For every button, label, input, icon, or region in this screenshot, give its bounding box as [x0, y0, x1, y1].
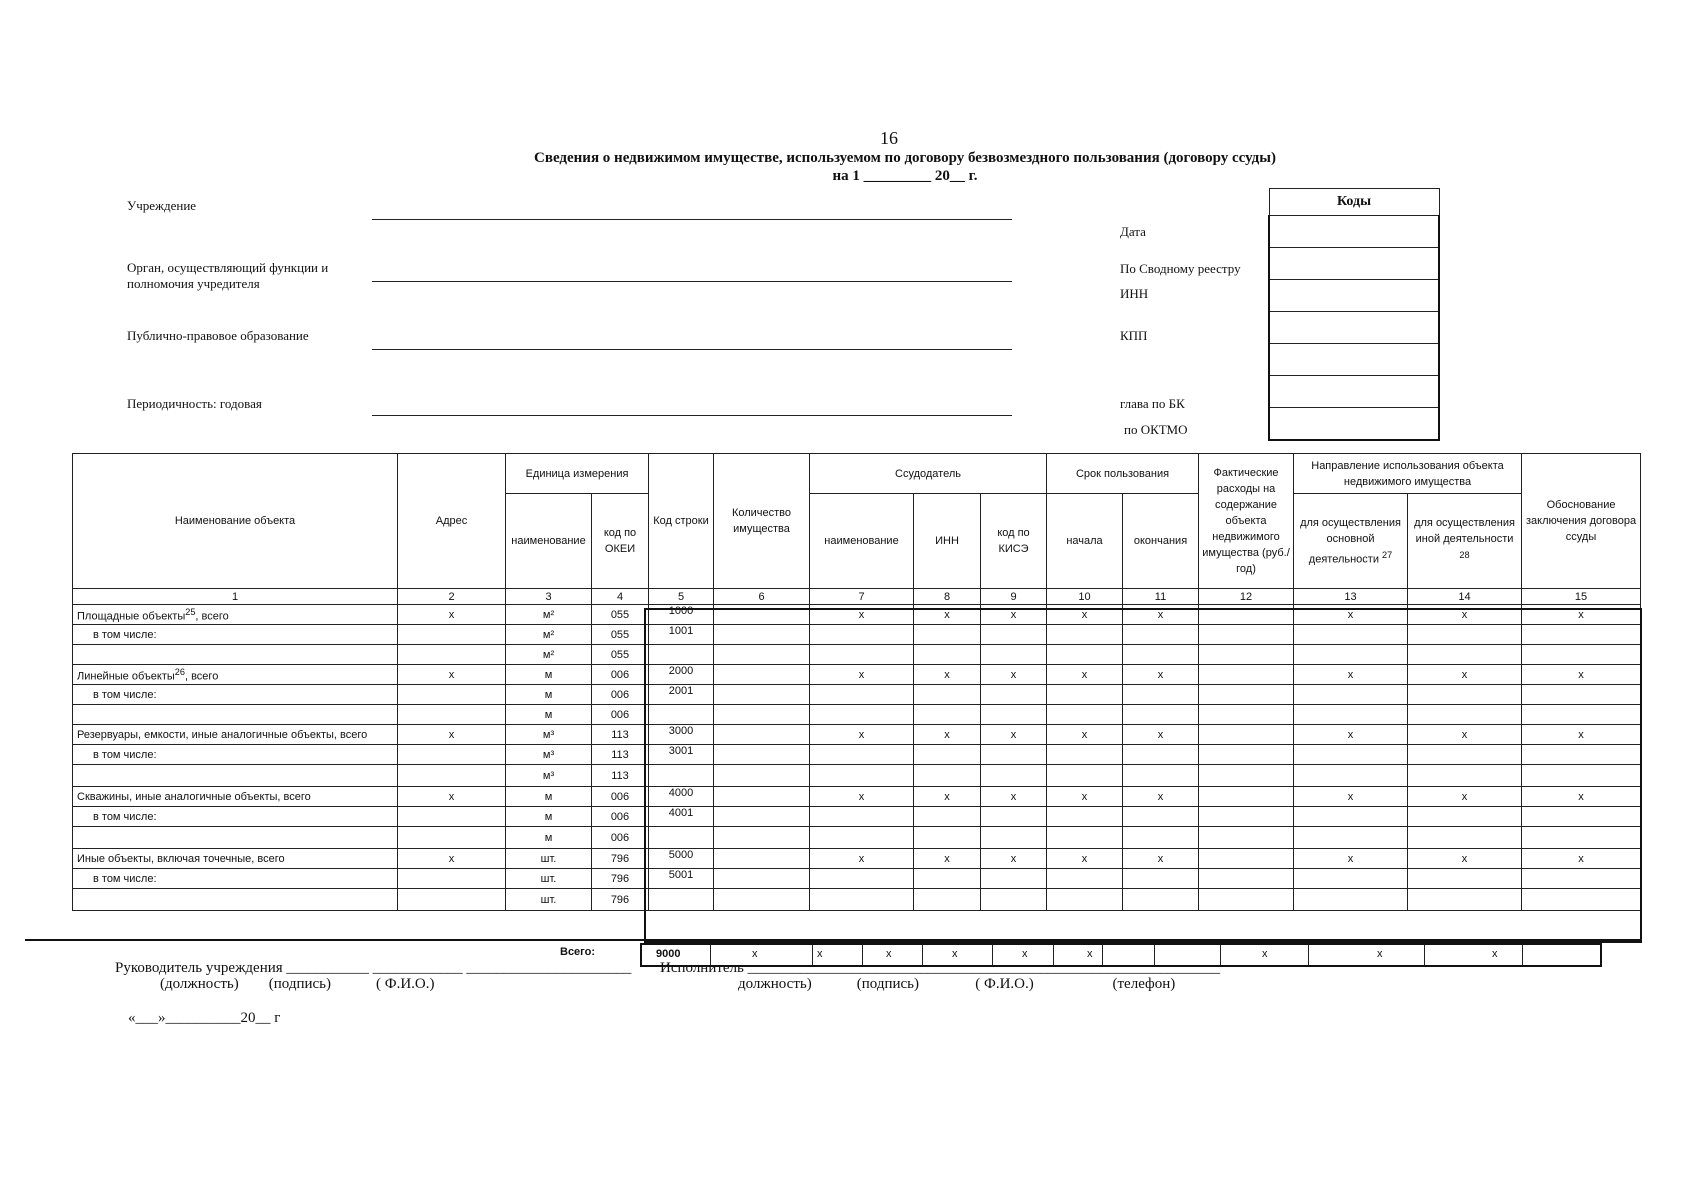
value-cell: x	[1123, 665, 1199, 685]
unit-name-cell: м	[506, 685, 592, 705]
col-term-group: Срок пользования	[1047, 454, 1199, 494]
organ-label-2: полномочия учредителя	[127, 276, 260, 291]
totals-x-mark: x	[1492, 948, 1498, 960]
col-row-code: Код строки	[649, 454, 714, 589]
chapter-bk-label: глава по БК	[1120, 396, 1185, 411]
data-entry-frame	[644, 608, 1642, 943]
value-cell: x	[1522, 787, 1641, 807]
codes-header: Коды	[1269, 189, 1439, 216]
totals-x-mark: x	[1022, 948, 1028, 960]
unit-name-cell: м³	[506, 745, 592, 765]
object-name-cell: в том числе:	[73, 807, 398, 827]
value-cell: x	[981, 665, 1047, 685]
unit-name-cell: м²	[506, 605, 592, 625]
okei-code-cell: 006	[592, 787, 649, 807]
column-number: 4	[592, 589, 649, 605]
value-cell: x	[914, 849, 981, 869]
unit-name-cell: м	[506, 787, 592, 807]
address-cell	[398, 869, 506, 889]
totals-x-mark: x	[1262, 948, 1268, 960]
object-name-cell	[73, 889, 398, 911]
col-address: Адрес	[398, 454, 506, 589]
col-term-start: начала	[1047, 494, 1123, 589]
totals-divider	[1424, 945, 1425, 965]
column-number: 3	[506, 589, 592, 605]
okei-code-cell: 006	[592, 665, 649, 685]
address-cell	[398, 625, 506, 645]
unit-name-cell: шт.	[506, 869, 592, 889]
okei-code-cell: 055	[592, 605, 649, 625]
value-cell: x	[1047, 725, 1123, 745]
table-bottom-rule	[25, 939, 1640, 941]
col-actual-expenses: Фактические расходы на содержание объекта недвижимого имущества (руб./год)	[1199, 454, 1294, 589]
unit-name-cell: шт.	[506, 889, 592, 911]
value-cell: x	[1408, 605, 1522, 625]
value-cell: x	[1294, 665, 1408, 685]
row-code-cell: 3000	[649, 725, 714, 745]
col-lender-name: наименование	[810, 494, 914, 589]
object-name-cell: в том числе:	[73, 625, 398, 645]
periodicity-line	[372, 415, 1012, 416]
value-cell: x	[810, 605, 914, 625]
column-number: 14	[1408, 589, 1522, 605]
col-lender-group: Ссудодатель	[810, 454, 1047, 494]
value-cell: x	[1047, 849, 1123, 869]
value-cell: x	[810, 665, 914, 685]
col-kise-code: код по КИСЭ	[981, 494, 1047, 589]
value-cell: x	[1047, 787, 1123, 807]
code-extra-cell[interactable]	[1269, 344, 1439, 376]
head-signature-line[interactable]: Руководитель учреждения ___________ ____________ ______________________	[115, 960, 632, 976]
okei-code-cell: 006	[592, 685, 649, 705]
row-code-cell: 3001	[649, 745, 714, 765]
total-label: Всего:	[560, 946, 595, 958]
unit-name-cell: м³	[506, 725, 592, 745]
signature-date-line[interactable]: «___»__________20__ г	[128, 1010, 281, 1026]
value-cell: x	[1522, 725, 1641, 745]
col-other-activity: для осуществления иной деятельности $^{28}$	[1408, 494, 1522, 589]
object-name-cell: в том числе:	[73, 685, 398, 705]
col-use-group: Направление использования объекта недвижимого имущества	[1294, 454, 1522, 494]
value-cell: x	[1047, 665, 1123, 685]
col-quantity: Количество имущества	[714, 454, 810, 589]
totals-x-mark: x	[1087, 948, 1093, 960]
okei-code-cell: 796	[592, 849, 649, 869]
code-oktmo-cell[interactable]	[1269, 408, 1439, 441]
totals-divider	[1308, 945, 1309, 965]
value-cell: x	[1408, 665, 1522, 685]
row-code-cell: 2000	[649, 665, 714, 685]
col-unit-group: Единица измерения	[506, 454, 649, 494]
column-number: 9	[981, 589, 1047, 605]
totals-x-mark: x	[886, 948, 892, 960]
code-kpp-cell[interactable]	[1269, 312, 1439, 344]
value-cell: x	[1408, 849, 1522, 869]
public-entity-label: Публично-правовое образование	[127, 328, 309, 343]
object-name-cell	[73, 645, 398, 665]
row-code-cell: 4001	[649, 807, 714, 827]
institution-label: Учреждение	[127, 198, 197, 213]
form-date-line: на 1 _________ 20__ г.	[832, 168, 978, 184]
col-lender-inn: ИНН	[914, 494, 981, 589]
column-number: 6	[714, 589, 810, 605]
okei-code-cell: 006	[592, 807, 649, 827]
value-cell: x	[914, 665, 981, 685]
kpp-label: КПП	[1120, 328, 1148, 343]
address-cell: x	[398, 849, 506, 869]
value-cell: x	[981, 849, 1047, 869]
codes-table	[1268, 188, 1440, 441]
column-number: 13	[1294, 589, 1408, 605]
address-cell: x	[398, 787, 506, 807]
address-cell	[398, 889, 506, 911]
object-name-cell: в том числе:	[73, 745, 398, 765]
column-number: 1	[73, 589, 398, 605]
totals-divider	[1522, 945, 1523, 965]
value-cell: x	[810, 725, 914, 745]
oktmo-label: по ОКТМО	[1124, 422, 1188, 437]
unit-name-cell: м³	[506, 765, 592, 787]
okei-code-cell: 006	[592, 705, 649, 725]
value-cell: x	[810, 849, 914, 869]
unit-name-cell: м	[506, 807, 592, 827]
unit-name-cell: м	[506, 827, 592, 849]
value-cell: x	[1294, 787, 1408, 807]
page-number: 16	[880, 128, 898, 148]
row-code-cell: 1001	[649, 625, 714, 645]
value-cell: x	[1294, 849, 1408, 869]
address-cell	[398, 685, 506, 705]
public-entity-line[interactable]	[372, 349, 1012, 350]
column-number: 2	[398, 589, 506, 605]
object-name-cell: Скважины, иные аналогичные объекты, всего	[73, 787, 398, 807]
column-number: 10	[1047, 589, 1123, 605]
registry-label: По Сводному реестру	[1120, 261, 1241, 276]
address-cell: x	[398, 605, 506, 625]
address-cell	[398, 705, 506, 725]
organ-line[interactable]	[372, 281, 1012, 282]
executor-signature-caption: должность) (подпись) ( Ф.И.О.) (телефон)	[738, 976, 1176, 992]
col-object-name: Наименование объекта	[73, 454, 398, 589]
row-code-cell: 1000	[649, 605, 714, 625]
value-cell: x	[1408, 725, 1522, 745]
code-date-cell[interactable]	[1269, 216, 1439, 248]
col-justification: Обоснование заключения договора ссуды	[1522, 454, 1641, 589]
totals-x-mark: x	[952, 948, 958, 960]
object-name-cell	[73, 705, 398, 725]
column-number: 7	[810, 589, 914, 605]
column-number: 5	[649, 589, 714, 605]
okei-code-cell: 055	[592, 645, 649, 665]
value-cell: x	[1123, 787, 1199, 807]
value-cell: x	[914, 725, 981, 745]
value-cell: x	[981, 605, 1047, 625]
unit-name-cell: шт.	[506, 849, 592, 869]
total-code: 9000	[656, 948, 681, 960]
value-cell: x	[1522, 849, 1641, 869]
address-cell	[398, 745, 506, 765]
value-cell: x	[1123, 605, 1199, 625]
executor-signature-line[interactable]: Исполнитель _______________________________________________________________	[660, 960, 1221, 976]
row-code-cell: 2001	[649, 685, 714, 705]
value-cell: x	[914, 787, 981, 807]
column-numbers-row	[73, 589, 1641, 605]
inn-label: ИНН	[1120, 286, 1149, 301]
column-number: 8	[914, 589, 981, 605]
okei-code-cell: 055	[592, 625, 649, 645]
unit-name-cell: м²	[506, 625, 592, 645]
col-main-activity: для осуществления основной деятельности $^{27}$	[1294, 494, 1408, 589]
value-cell: x	[1408, 787, 1522, 807]
object-name-cell: Площадные объекты$^{25}$, всего	[73, 605, 398, 625]
value-cell: x	[1047, 605, 1123, 625]
object-name-cell	[73, 765, 398, 787]
object-name-cell: Резервуары, емкости, иные аналогичные объекты, всего	[73, 725, 398, 745]
form-title: Сведения о недвижимом имуществе, используемом по договору безвозмездного пользования (договору ссуды)	[534, 150, 1276, 166]
col-unit-name: наименование	[506, 494, 592, 589]
object-name-cell	[73, 827, 398, 849]
okei-code-cell: 113	[592, 725, 649, 745]
value-cell: x	[981, 725, 1047, 745]
row-code-cell: 5001	[649, 869, 714, 889]
okei-code-cell: 796	[592, 869, 649, 889]
code-registry-cell[interactable]	[1269, 248, 1439, 280]
column-number: 15	[1522, 589, 1641, 605]
okei-code-cell: 113	[592, 745, 649, 765]
address-cell	[398, 645, 506, 665]
totals-x-mark: x	[752, 948, 758, 960]
object-name-cell: в том числе:	[73, 869, 398, 889]
col-okei-code: код по ОКЕИ	[592, 494, 649, 589]
row-code-cell: 5000	[649, 849, 714, 869]
unit-name-cell: м	[506, 665, 592, 685]
address-cell: x	[398, 725, 506, 745]
head-signature-caption: (должность) (подпись) ( Ф.И.О.)	[160, 976, 435, 992]
address-cell	[398, 765, 506, 787]
organ-label-1: Орган, осуществляющий функции и	[127, 260, 329, 275]
value-cell: x	[1522, 605, 1641, 625]
code-inn-cell[interactable]	[1269, 280, 1439, 312]
code-bk-cell[interactable]	[1269, 376, 1439, 408]
institution-line[interactable]	[372, 219, 1012, 220]
okei-code-cell: 006	[592, 827, 649, 849]
unit-name-cell: м²	[506, 645, 592, 665]
address-cell	[398, 807, 506, 827]
periodicity-label: Периодичность: годовая	[127, 396, 262, 411]
value-cell: x	[1294, 605, 1408, 625]
value-cell: x	[914, 605, 981, 625]
value-cell: x	[810, 787, 914, 807]
date-label: Дата	[1120, 224, 1146, 239]
value-cell: x	[981, 787, 1047, 807]
okei-code-cell: 796	[592, 889, 649, 911]
value-cell: x	[1294, 725, 1408, 745]
unit-name-cell: м	[506, 705, 592, 725]
value-cell: x	[1522, 665, 1641, 685]
address-cell: x	[398, 665, 506, 685]
okei-code-cell: 113	[592, 765, 649, 787]
col-term-end: окончания	[1123, 494, 1199, 589]
address-cell	[398, 827, 506, 849]
totals-x-mark: x	[817, 948, 823, 960]
column-number: 12	[1199, 589, 1294, 605]
value-cell: x	[1123, 725, 1199, 745]
totals-x-mark: x	[1377, 948, 1383, 960]
value-cell: x	[1123, 849, 1199, 869]
row-code-cell: 4000	[649, 787, 714, 807]
object-name-cell: Линейные объекты$^{26}$, всего	[73, 665, 398, 685]
object-name-cell: Иные объекты, включая точечные, всего	[73, 849, 398, 869]
column-number: 11	[1123, 589, 1199, 605]
